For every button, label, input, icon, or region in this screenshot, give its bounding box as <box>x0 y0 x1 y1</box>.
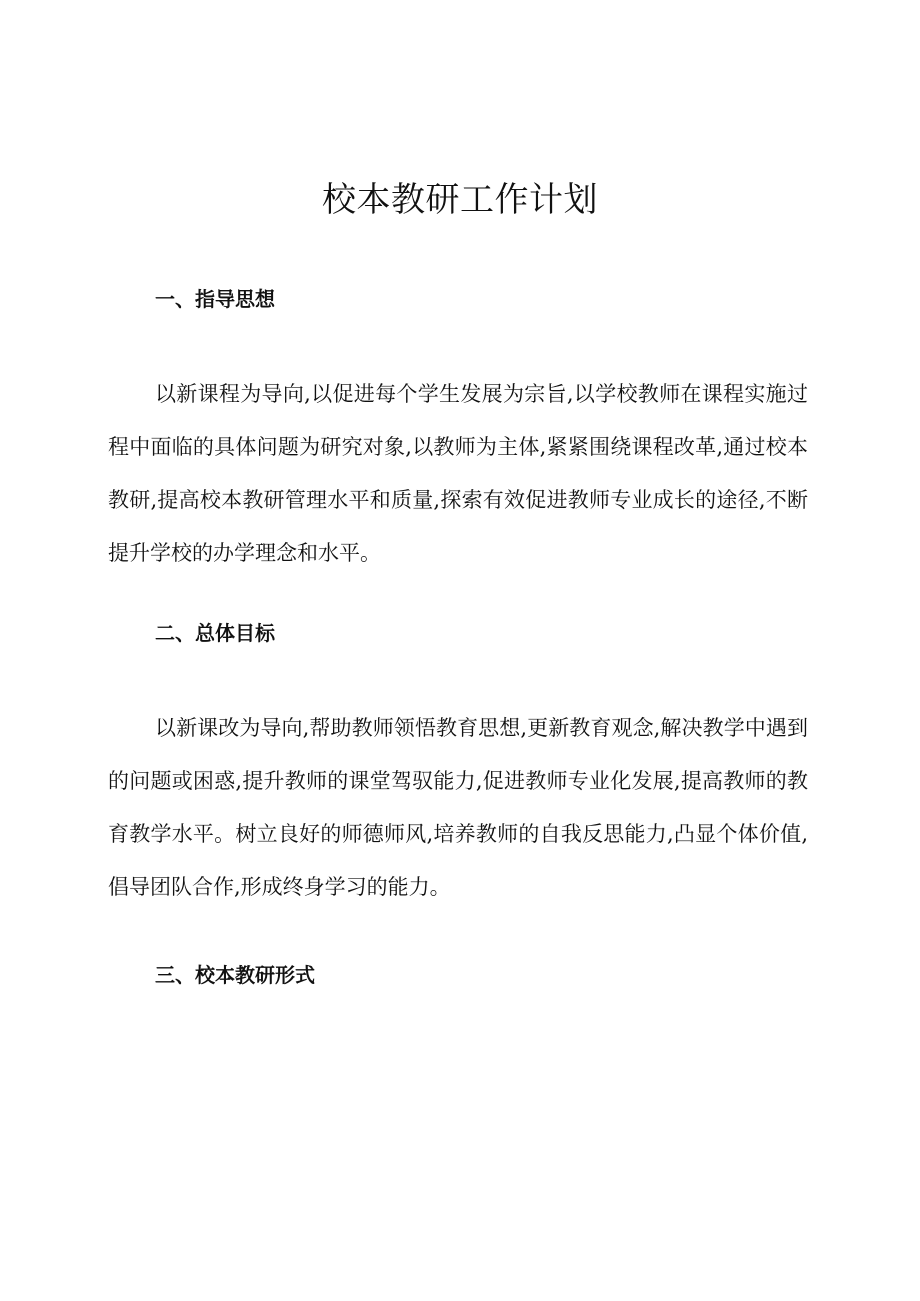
section-paragraph-overall-goals: 以新课改为导向,帮助教师领悟教育思想,更新教育观念,解决教学中遇到的问题或困惑,提升教师的课堂驾驭能力,促进教师专业化发展,提高教师的教育教学水平。树立良好的师德师风,培养教师的自我反思能力,凸显个体价值,倡导团队合作,形成终身学习的能力。 <box>108 716 808 899</box>
section-heading-guiding-ideology: 一、指导思想 <box>155 287 275 311</box>
section-paragraph-guiding-ideology: 以新课程为导向,以促进每个学生发展为宗旨,以学校教师在课程实施过程中面临的具体问题为研究对象,以教师为主体,紧紧围绕课程改革,通过校本教研,提高校本教研管理水平和质量,探索有效促进教师专业成长的途径,不断提升学校的办学理念和水平。 <box>108 382 808 565</box>
page-title: 校本教研工作计划 <box>322 180 598 220</box>
section-heading-research-forms: 三、校本教研形式 <box>155 963 315 987</box>
section-heading-overall-goals: 二、总体目标 <box>155 621 275 645</box>
